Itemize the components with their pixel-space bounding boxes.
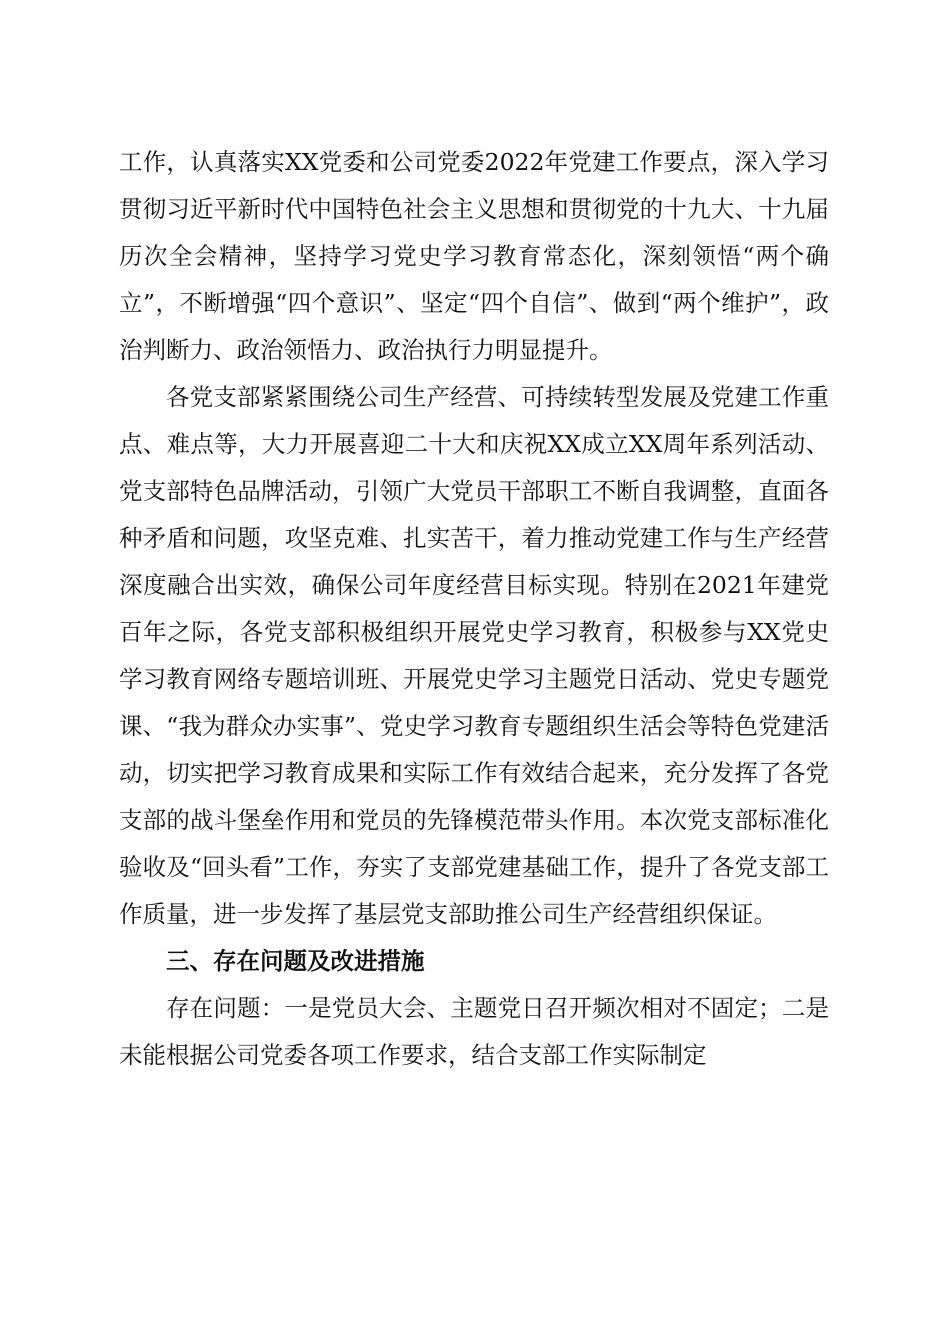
paragraph-existing-problems: 存在问题：一是党员大会、主题党日召开频次相对不固定；二是未能根据公司党委各项工作要求，结合支部工作实际制定 — [119, 994, 829, 1069]
paragraph-branch-activities: 各党支部紧紧围绕公司生产经营、可持续转型发展及党建工作重点、难点等，大力开展喜迎二十大和庆祝XX成立XX周年系列活动、党支部特色品牌活动，引领广大党员干部职工不断自我调整，直面各种矛盾和问题，攻坚克难、扎实苦干，着力推动党建工作与生产经营深度融合出实效，确保公司年度经营目标实现。特别在2021年建党百年之际，各党支部积极组织开展党史学习教育，积极参与XX党史学习教育网络专题培训班、开展党史学习主题党日活动、党史专题党课、“我为群众办实事”、党史学习教育专题组织生活会等特色党建活动，切实把学习教育成果和实际工作有效结合起来，充分发挥了各党支部的战斗堡垒作用和党员的先锋模范带头作用。本次党支部标准化验收及“回头看”工作，夯实了支部党建基础工作，提升了各党支部工作质量，进一步发挥了基层党支部助推公司生产经营组织保证。 — [119, 383, 829, 928]
paragraph-continuation: 工作，认真落实XX党委和公司党委2022年党建工作要点，深入学习贯彻习近平新时代中国特色社会主义思想和贯彻党的十九大、十九届历次全会精神，坚持学习党史学习教育常态化，深刻领悟“两个确立”，不断增强“四个意识”、坚定“四个自信”、做到“两个维护”，政治判断力、政治领悟力、政治执行力明显提升。 — [119, 148, 829, 364]
document-body — [119, 139, 829, 1079]
section-heading: 三、存在问题及改进措施 — [166, 947, 425, 975]
